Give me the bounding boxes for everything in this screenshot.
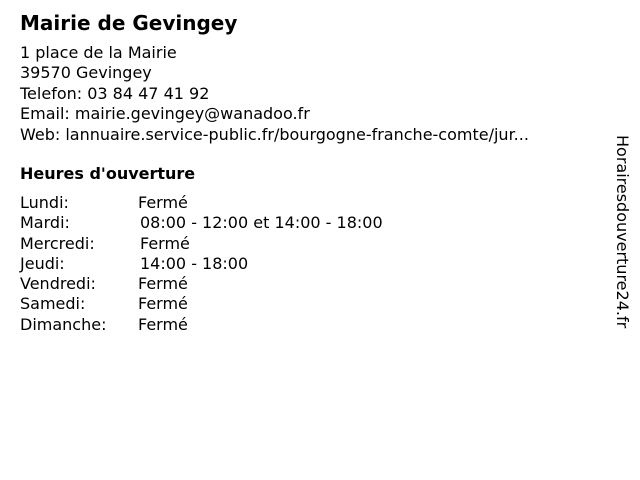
day-hours: Fermé	[138, 294, 188, 314]
day-label: Dimanche:	[20, 314, 107, 334]
hours-heading: Heures d'ouverture	[20, 164, 196, 183]
address-city: 39570 Gevingey	[20, 63, 152, 83]
address-street: 1 place de la Mairie	[20, 43, 177, 62]
day-label: Jeudi:	[20, 253, 65, 273]
day-label: Vendredi:	[20, 274, 96, 294]
day-label: Mardi:	[20, 213, 70, 233]
day-hours: Fermé	[140, 233, 190, 253]
day-hours: Fermé	[138, 193, 188, 212]
day-hours: 08:00 - 12:00 et 14:00 - 18:00	[140, 213, 383, 233]
phone-line: Telefon: 03 84 47 41 92	[20, 83, 210, 103]
site-watermark: Horairesdouverture24.fr	[613, 135, 632, 329]
day-label: Mercredi:	[20, 233, 95, 253]
day-hours: Fermé	[138, 314, 188, 334]
contact-block	[20, 43, 529, 145]
place-title: Mairie de Gevingey	[20, 11, 238, 35]
day-hours: 14:00 - 18:00	[140, 253, 249, 273]
web-line: Web: lannuaire.service-public.fr/bourgogne-franche-comte/jur...	[20, 124, 529, 144]
day-label: Lundi:	[20, 193, 69, 212]
email-line: Email: mairie.gevingey@wanadoo.fr	[20, 104, 310, 124]
day-hours: Fermé	[138, 274, 188, 294]
day-label: Samedi:	[20, 294, 86, 314]
